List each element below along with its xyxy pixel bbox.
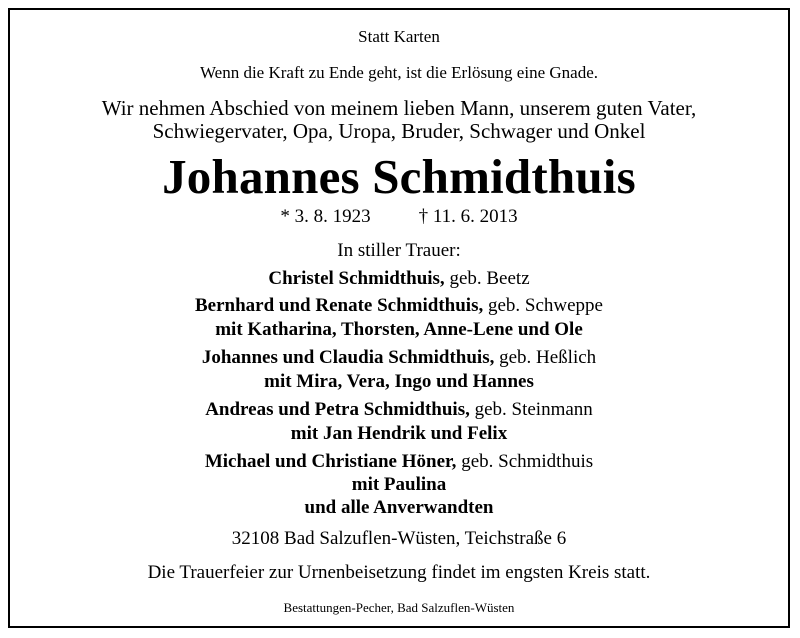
mourner-line: Johannes und Claudia Schmidthuis, geb. Heßlich — [201, 347, 597, 368]
death-date: † 11. 6. 2013 — [418, 206, 518, 227]
mourner-line: Andreas und Petra Schmidthuis, geb. Steinmann — [205, 399, 593, 420]
intro-line-1: Wir nehmen Abschied von meinem lieben Mann, unserem guten Vater, — [101, 96, 697, 120]
mourner-line: mit Mira, Vera, Ingo und Hannes — [264, 371, 534, 392]
ceremony-text: Die Trauerfeier zur Urnenbeisetzung findet im engsten Kreis statt. — [147, 562, 651, 583]
mourner-line: mit Jan Hendrik und Felix — [290, 423, 508, 444]
mourner-line: Bernhard und Renate Schmidthuis, geb. Schweppe — [194, 295, 603, 316]
quote-text: Wenn die Kraft zu Ende geht, ist die Erlösung eine Gnade. — [199, 63, 598, 82]
mourner-line: Michael und Christiane Höner, geb. Schmidthuis — [204, 451, 594, 472]
mourner-line: Christel Schmidthuis, geb. Beetz — [268, 268, 530, 289]
mourner-line: mit Paulina — [351, 474, 447, 495]
address-text: 32108 Bad Salzuflen-Wüsten, Teichstraße 6 — [231, 528, 567, 549]
mourners-heading: In stiller Trauer: — [337, 240, 461, 261]
obituary-notice — [8, 8, 790, 628]
mourner-line: mit Katharina, Thorsten, Anne-Lene und Ole — [215, 319, 583, 340]
birth-date: * 3. 8. 1923 — [280, 206, 371, 227]
deceased-name: Johannes Schmidthuis — [162, 149, 636, 204]
intro-line-2: Schwiegervater, Opa, Uropa, Bruder, Schwager und Onkel — [152, 119, 646, 143]
life-dates — [10, 206, 788, 228]
statt-karten-text: Statt Karten — [358, 27, 440, 46]
mourner-line: und alle Anverwandten — [304, 497, 494, 518]
undertaker-text: Bestattungen-Pecher, Bad Salzuflen-Wüsten — [283, 600, 515, 615]
